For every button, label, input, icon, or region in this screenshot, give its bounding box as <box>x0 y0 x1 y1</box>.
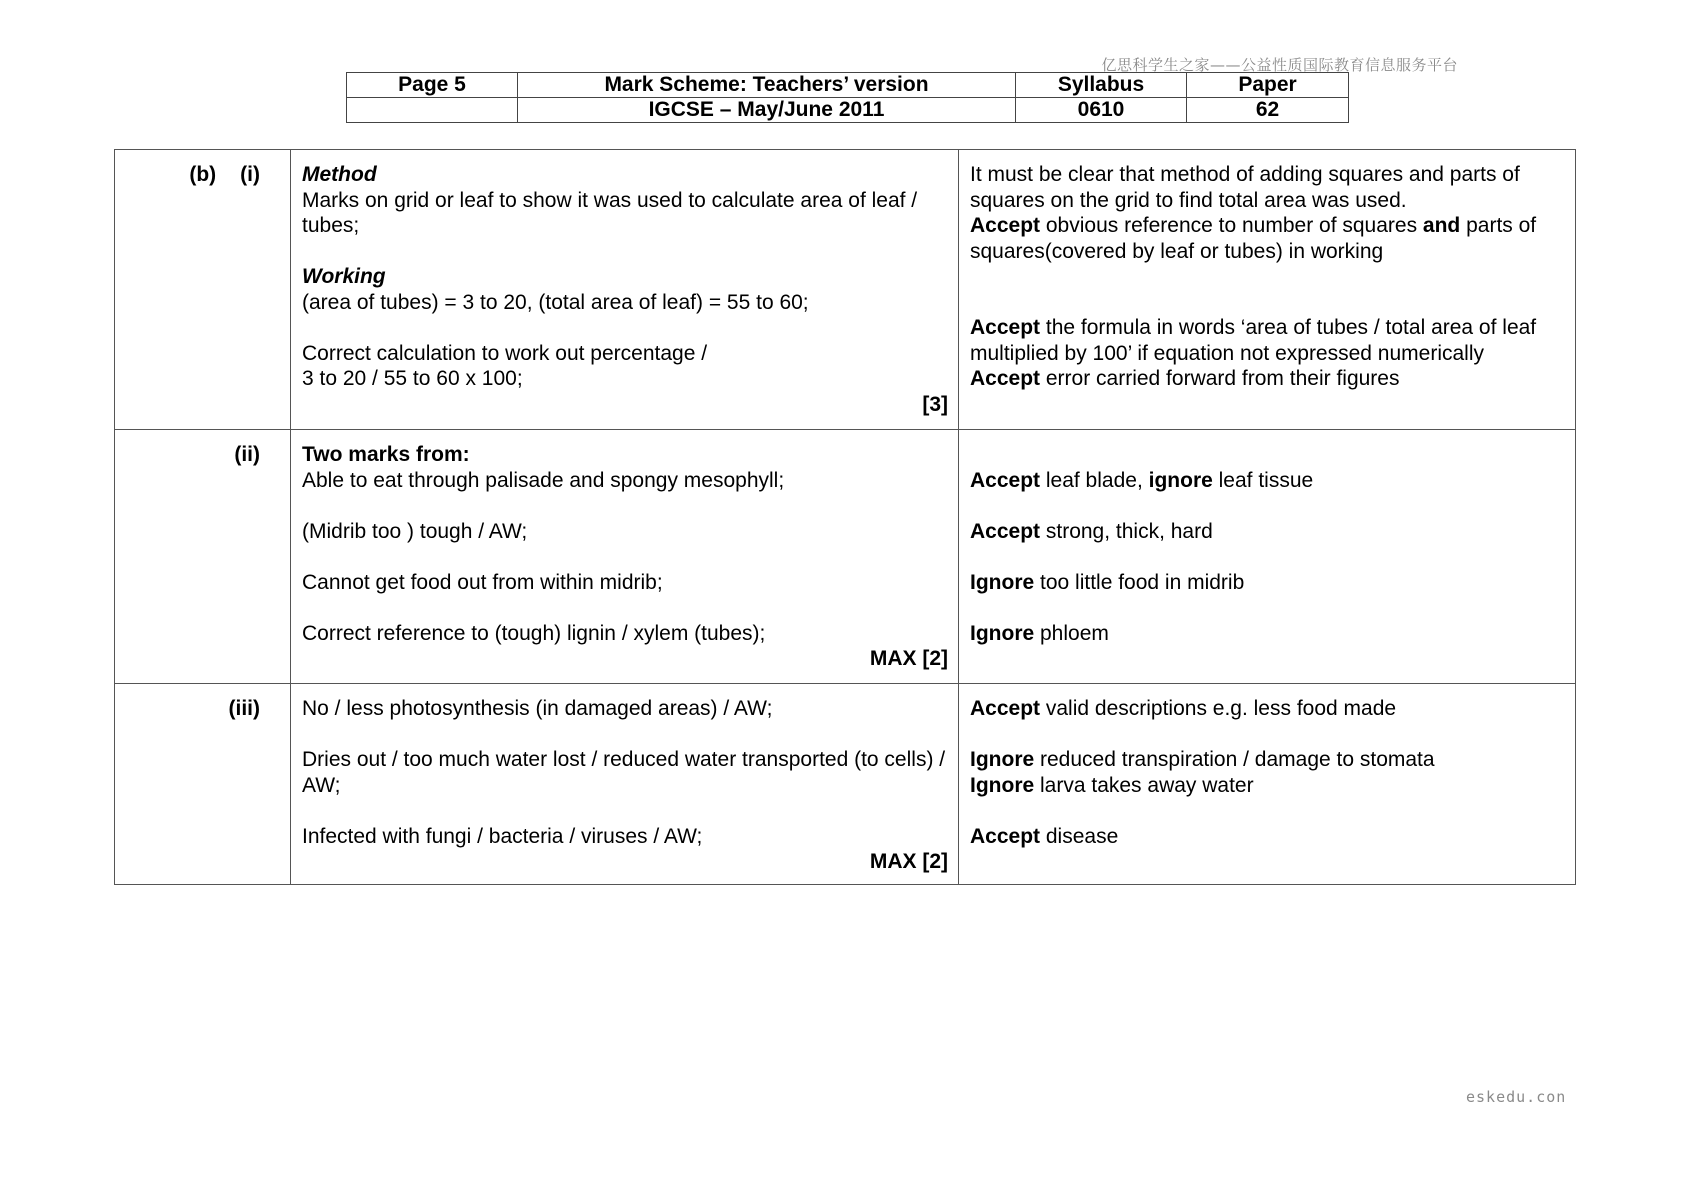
answer-point: (Midrib too ) tough / AW; <box>302 519 528 543</box>
page-header-table <box>346 72 1349 123</box>
question-label: (ii) <box>115 430 291 684</box>
guidance-note: Accept the formula in words ‘area of tubes / total area of leaf multiplied by 100’ if equation not expressed numerically <box>970 316 1537 365</box>
calc-line-2: 3 to 20 / 55 to 60 x 100; <box>302 367 523 390</box>
working-text: (area of tubes) = 3 to 20, (total area of leaf) = 55 to 60; <box>302 290 809 314</box>
method-heading: Method <box>302 163 377 186</box>
guidance-note: It must be clear that method of adding squares and parts of squares on the grid to find total area was used. <box>970 163 1520 212</box>
answer-point: Infected with fungi / bacteria / viruses / AW; <box>302 824 703 848</box>
answer-point: No / less photosynthesis (in damaged areas) / AW; <box>302 697 773 720</box>
watermark-bottom: eskedu.con <box>1466 1088 1567 1106</box>
syllabus-code: 0610 <box>1016 98 1187 123</box>
guidance-note: Ignore too little food in midrib <box>970 570 1245 594</box>
mark-allocation: MAX [2] <box>869 647 948 670</box>
answer-cell <box>291 430 959 684</box>
guidance-note: Accept error carried forward from their figures <box>970 367 1400 390</box>
calc-line-1: Correct calculation to work out percentage / <box>302 341 708 365</box>
guidance-cell <box>959 430 1576 684</box>
mark-scheme-table <box>114 149 1576 885</box>
guidance-note: Accept valid descriptions e.g. less food made <box>970 697 1397 720</box>
page-number: Page 5 <box>347 73 518 98</box>
answer-cell <box>291 150 959 430</box>
table-row <box>115 150 1576 430</box>
table-row <box>115 430 1576 684</box>
guidance-cell <box>959 684 1576 885</box>
question-subpart: (i) <box>240 163 260 186</box>
exam-session: IGCSE – May/June 2011 <box>518 98 1016 123</box>
table-row <box>115 684 1576 885</box>
question-label: (iii) <box>115 684 291 885</box>
mark-allocation: MAX [2] <box>869 850 948 873</box>
answer-heading: Two marks from: <box>302 443 470 466</box>
guidance-note: Ignore larva takes away water <box>970 773 1254 797</box>
answer-point: Correct reference to (tough) lignin / xylem (tubes); <box>302 621 766 645</box>
working-heading: Working <box>302 265 386 288</box>
empty-cell <box>347 98 518 123</box>
answer-point: Cannot get food out from within midrib; <box>302 570 663 594</box>
answer-point: Dries out / too much water lost / reduced water transported (to cells) / AW; <box>302 748 946 797</box>
method-text: Marks on grid or leaf to show it was used to calculate area of leaf / tubes; <box>302 188 918 237</box>
guidance-note: Ignore phloem <box>970 621 1109 645</box>
paper-code: 62 <box>1187 98 1349 123</box>
mark-allocation: [3] <box>922 392 948 416</box>
guidance-note: Accept disease <box>970 824 1119 848</box>
guidance-note: Ignore reduced transpiration / damage to stomata <box>970 748 1435 771</box>
syllabus-label: Syllabus <box>1016 73 1187 98</box>
guidance-note: Accept strong, thick, hard <box>970 519 1213 543</box>
paper-label: Paper <box>1187 73 1349 98</box>
answer-cell <box>291 684 959 885</box>
guidance-cell <box>959 150 1576 430</box>
guidance-note: Accept leaf blade, ignore leaf tissue <box>970 468 1314 492</box>
guidance-note: Accept obvious reference to number of squares and parts of squares(covered by leaf or tubes) in working <box>970 214 1537 263</box>
document-title: Mark Scheme: Teachers’ version <box>518 73 1016 98</box>
watermark-top: 亿思科学生之家——公益性质国际教育信息服务平台 <box>1101 56 1458 74</box>
question-part: (b) <box>189 163 217 186</box>
answer-point: Able to eat through palisade and spongy mesophyll; <box>302 468 785 492</box>
question-label <box>115 150 291 430</box>
